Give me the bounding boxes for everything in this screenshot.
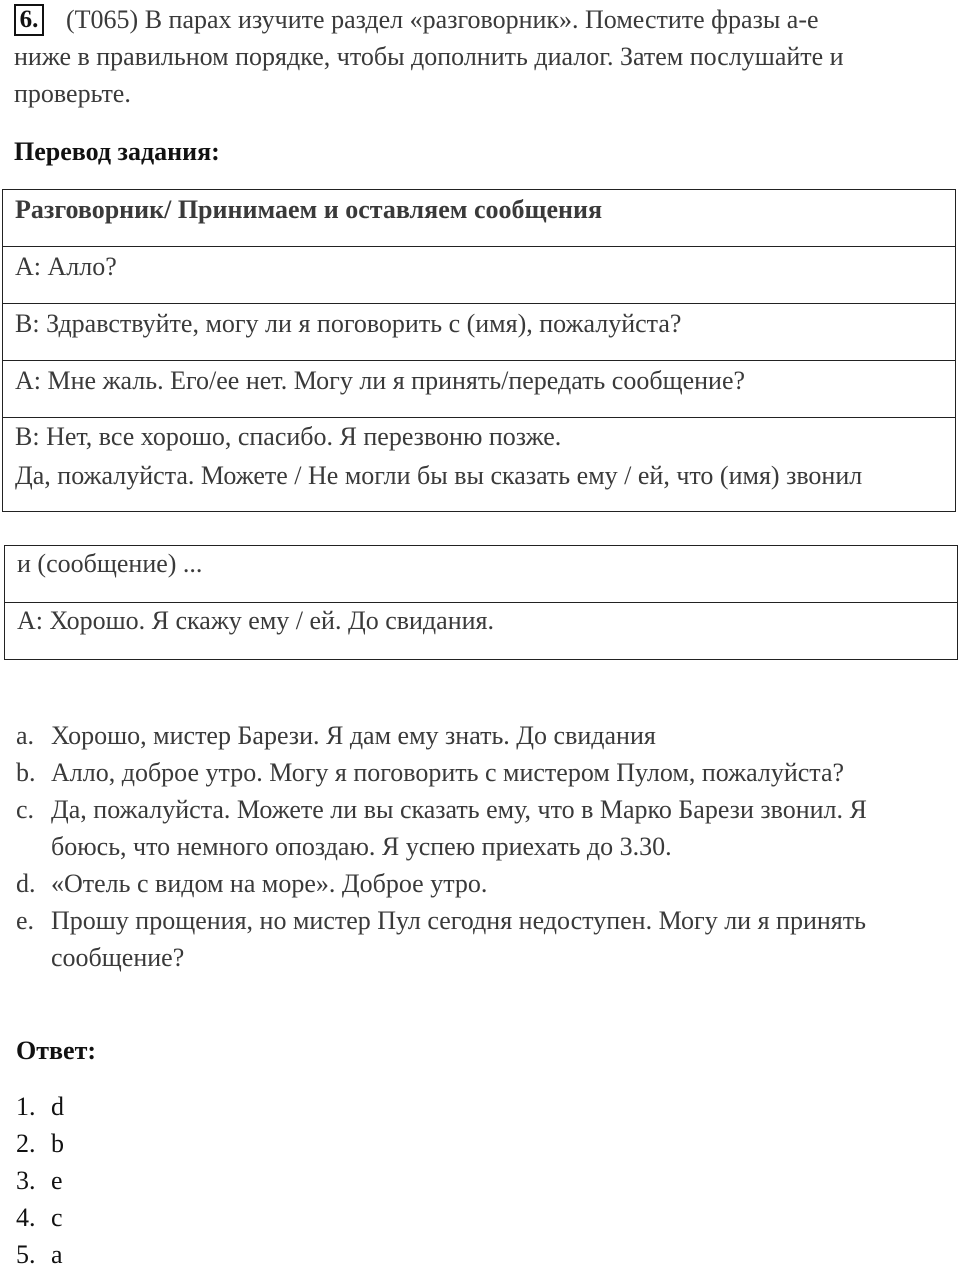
list-item (16, 791, 867, 828)
option-label: c. (16, 795, 35, 824)
table-row (3, 247, 956, 304)
option-text: Хорошо, мистер Барези. Я дам ему знать. До свидания (51, 721, 656, 750)
answer-number: 3. (16, 1166, 36, 1195)
table-row (3, 190, 956, 247)
option-label: b. (16, 758, 36, 787)
phrasebook-table-continued (4, 545, 958, 660)
list-item (16, 902, 866, 939)
answer-number: 5. (16, 1240, 36, 1269)
answer-number: 2. (16, 1129, 36, 1158)
table-row (5, 546, 958, 603)
phrase-row (3, 418, 956, 512)
phrase-row: и (сообщение) ... (5, 546, 958, 603)
answer-heading: Ответ: (16, 1036, 97, 1065)
option-text: Прошу прощения, но мистер Пул сегодня недоступен. Могу ли я принять (51, 906, 866, 935)
option-text: Алло, доброе утро. Могу я поговорить с мистером Пулом, пожалуйста? (51, 758, 845, 787)
option-text-continued: сообщение? (51, 943, 185, 972)
option-label: a. (16, 721, 35, 750)
phrase-row: A: Алло? (3, 247, 956, 304)
phrase-row: A: Хорошо. Я скажу ему / ей. До свидания. (5, 603, 958, 660)
answer-item (16, 1125, 64, 1162)
answer-item (16, 1088, 64, 1125)
task-number: 6. (14, 4, 44, 36)
phrase-row: A: Мне жаль. Его/ее нет. Могу ли я принять/передать сообщение? (3, 361, 956, 418)
list-item (16, 754, 844, 791)
answer-value: d (51, 1092, 64, 1121)
answer-item (16, 1162, 63, 1199)
table-row (3, 418, 956, 512)
task-text-3: проверьте. (14, 79, 131, 108)
option-label: d. (16, 869, 36, 898)
phrase-row-line: B: Нет, все хорошо, спасибо. Я перезвоню позже. (15, 422, 562, 451)
table-row (3, 361, 956, 418)
task-line-1 (14, 1, 819, 38)
answer-item (16, 1199, 63, 1236)
task-text-2: ниже в правильном порядке, чтобы дополнить диалог. Затем послушайте и (14, 42, 844, 71)
phrase-row-line: Да, пожалуйста. Можете / Не могли бы вы сказать ему / ей, что (имя) звонил (15, 461, 863, 490)
phrase-row: B: Здравствуйте, могу ли я поговорить с (имя), пожалуйста? (3, 304, 956, 361)
option-text: Да, пожалуйста. Можете ли вы сказать ему, что в Марко Барези звонил. Я (51, 795, 867, 824)
translation-heading: Перевод задания: (14, 137, 220, 166)
option-text-continued: боюсь, что немного опоздаю. Я успею приехать до 3.30. (51, 832, 672, 861)
list-item (16, 865, 487, 902)
answer-value: c (51, 1203, 63, 1232)
answer-value: a (51, 1240, 63, 1269)
task-text-1: (T065) В парах изучите раздел «разговорник». Поместите фразы a-e (66, 5, 819, 34)
list-item (16, 717, 656, 754)
table-row (5, 603, 958, 660)
answer-item (16, 1236, 63, 1273)
answer-value: e (51, 1166, 63, 1195)
option-label: e. (16, 906, 35, 935)
answer-number: 1. (16, 1092, 36, 1121)
option-text: «Отель с видом на море». Доброе утро. (51, 869, 488, 898)
table-row (3, 304, 956, 361)
phrasebook-title: Разговорник/ Принимаем и оставляем сообщения (3, 190, 956, 247)
answer-value: b (51, 1129, 64, 1158)
answer-number: 4. (16, 1203, 36, 1232)
phrasebook-table (2, 189, 956, 512)
